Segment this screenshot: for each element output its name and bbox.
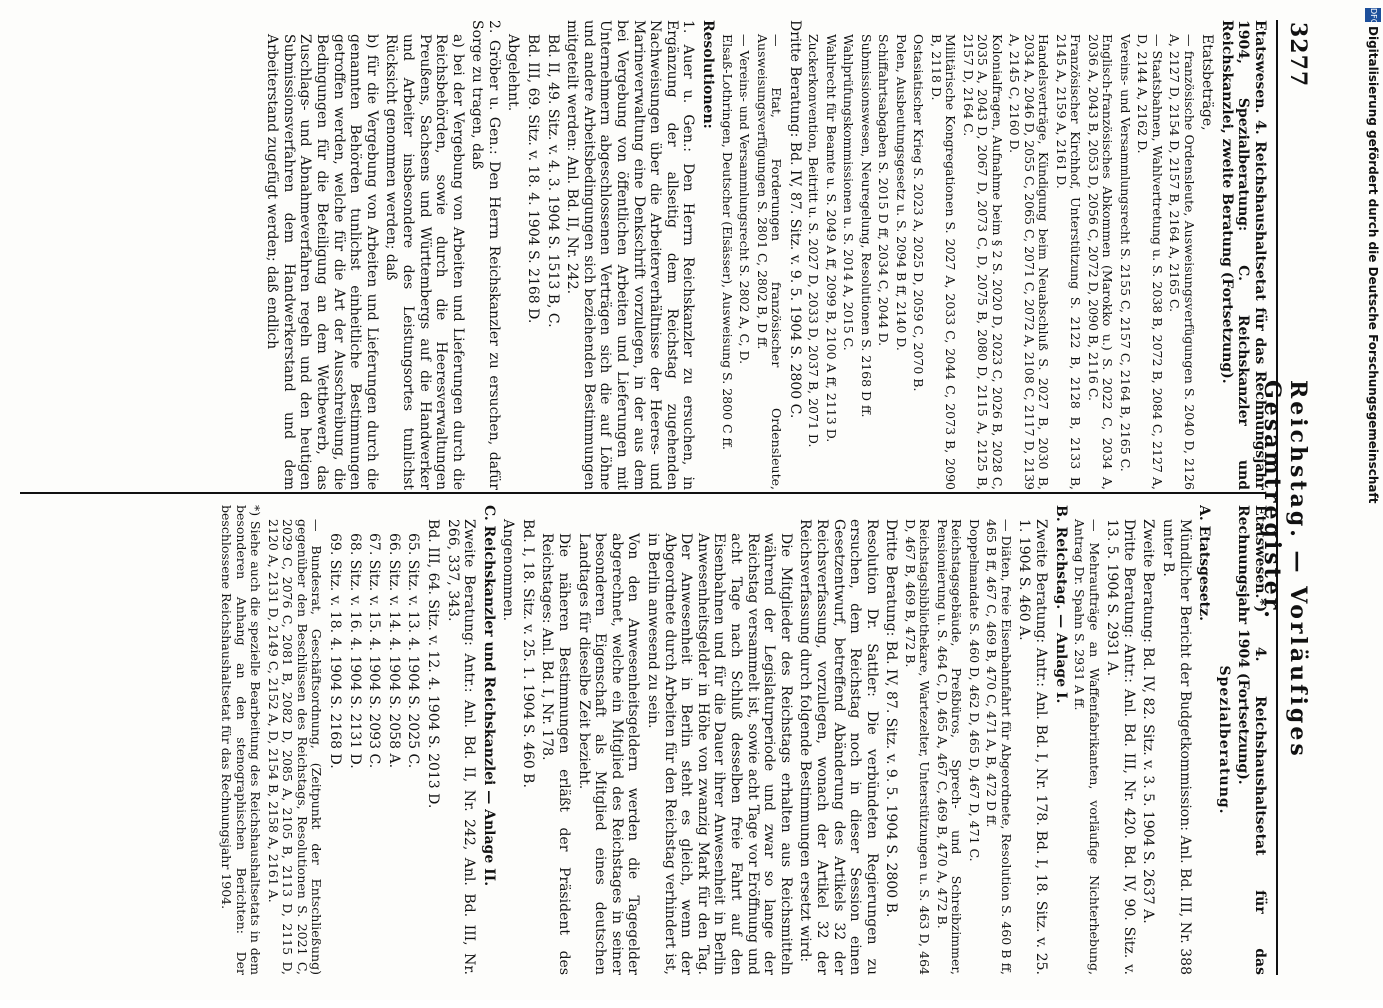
text-paragraph: Resolution Dr. Sattler: Die verbündeten Regierungen zu ersuchen, dem Reichstag noch in dieser Session einen Gesetzentwurf, betreffend Abänderung des Artikels 32 der Reichsverfassung, vorzulegen, wonach der Artikel 32 der Reichsverfassung durch folgende Bestimmungen ersetzt wird:	[797, 519, 880, 975]
text-paragraph: Polen, Ausbeutungsgesetz u. S. 2094 B ff, 2140 D.	[893, 34, 909, 351]
text-paragraph: Zweite Beratung: Bd. IV, 82. Sitz. v. 3. 5. 1904 S. 2637 A.	[1140, 519, 1157, 924]
text-paragraph: Doppelmandate S. 460 D, 462 D, 465 D, 467 D, 471 C.	[966, 519, 982, 862]
text-paragraph: — Mehraufträge an Waffenfabrikanten, vorläufige Nichterhebung, Antrag Dr. Spahn S. 2931 A ff.	[1072, 519, 1102, 975]
text-paragraph: Abgelehnt.	[505, 34, 522, 112]
dfg-credit	[1359, 8, 1383, 1008]
text-paragraph: 69. Sitz. v. 18. 4. 1904 S. 2168 D.	[326, 533, 343, 769]
text-paragraph: — französische Ordensleute, Ausweisungsverfügungen S. 2040 D, 2126 A, 2127 D, 2154 D, 2157 B, 2164 A, 2165 C.	[1167, 34, 1197, 490]
text-paragraph: Etatswesen. 4. Reichshaushaltsetat für das Rechnungsjahr 1904, Spezialberatung: C. Reichskanzler und Reichskanzlei, zweite Beratung (Fortsetzung).	[1218, 20, 1268, 490]
text-paragraph: — Etat, Forderungen französischer Ordensleute, Ausweisungsverfügungen S. 2801 C, 2802 B, D ff.	[754, 34, 785, 490]
left-column	[8, 20, 1268, 490]
dfg-credit-text: Digitalisierung gefördert durch die Deutsche Forschungsgemeinschaft	[1366, 26, 1380, 504]
text-paragraph: a) bei der Vergebung von Arbeiten und Lieferungen durch die Reichsbehörden, sowie durch die Heeresverwaltungen Preußens, Sachsens und Württembergs auf die Handwerker und Arbeiter insbesondere des Leistungsortes tunlichst Rücksicht genommen werden; daß	[383, 34, 466, 490]
text-paragraph: Bd. III, 69. Sitz. v. 18. 4. 1904 S. 2168 D.	[525, 34, 542, 324]
text-paragraph: Zweite Beratung: Antr.: Anl. Bd. I, Nr. 178. Bd. I, 18. Sitz. v. 25. 1. 1904 S. 460 A.	[1016, 519, 1050, 975]
text-paragraph: Dritte Beratung: Bd. IV, 87. Sitz. v. 9. 5. 1904 S. 2800 B.	[883, 519, 900, 918]
text-paragraph: Die Mitglieder des Reichstags erhalten aus Reichsmitteln während der Legislaturperiode und zwar so lange der Reichstag versammelt ist, sowie acht Tage vor Eröffnung und acht Tage nach Schluß desselben freie Fahrt auf den Eisenbahnen und für die Dauer ihrer Anwesenheit in Berlin Anwesenheitsgelder in Höhe von zwanzig Mark für den Tag. Der Anwesenheit in Berlin steht es gleich, wenn der Abgeordnete durch Arbeiten für den Reichstag verhindert ist, in Berlin anwesend zu sein.	[645, 533, 794, 975]
text-paragraph: Angenommen.	[500, 519, 517, 622]
text-paragraph: B. Reichstag. — Anlage I.	[1052, 505, 1069, 704]
text-paragraph: 66. Sitz. v. 14. 4. 1904 S. 2058 A.	[385, 533, 402, 769]
text-paragraph: 1. Auer u. Gen.: Den Herrn Reichskanzler zu ersuchen, in Ergänzung der allseitig dem Reichstag zugehenden Nachweisungen über die Arbeiterverhältnisse der Heeres- und Marineverwaltung eine Denkschrift vorzulegen, in der aus dem bei Vergebung von öffentlichen Arbeiten und Lieferungen mit Unternehmern abgeschlossenen Verträgen sich die auf Löhne und andere Arbeitsbedingungen sich beziehenden Bestimmungen mitgeteilt werden: Anl. Bd. II, Nr. 242.	[564, 20, 697, 490]
text-paragraph: Zweite Beratung: Antr.: Anl. Bd. II, Nr. 242, Anl. Bd. III, Nr. 266, 337, 343.	[444, 519, 478, 975]
text-paragraph: Zuckerkonvention, Beitritt u. S. 2027 D, 2033 D, 2037 B, 2071 D.	[806, 34, 822, 448]
text-paragraph: Bd. I, 18. Sitz. v. 25. 1. 1904 S. 460 B.	[519, 519, 536, 788]
text-paragraph: Französischer Kirchhof, Unterstützung S. 2122 B, 2128 B, 2133 B, 2145 A, 2159 A, 2161 D.	[1053, 34, 1084, 490]
text-paragraph: Etatswesen.*) 4. Reichshaushaltsetat für das Rechnungsjahr 1904 (Fortsetzung).	[1235, 505, 1268, 975]
text-paragraph: 2. Gröber u. Gen.: Den Herrn Reichskanzler zu ersuchen, dafür Sorge zu tragen, daß	[469, 20, 502, 490]
text-paragraph: A. Etatsgesetz.	[1196, 505, 1213, 621]
text-paragraph: Kolonialfragen, Aufnahme beim § 2 S. 2020 D, 2023 C, 2026 B, 2028 C, 2035 A, 2043 D, 2067 D, 2073 C, D, 2075 B, 2080 D, 2115 A, 2125 B, 2157 D, 2164 C.	[960, 34, 1005, 490]
text-paragraph: Schiffahrtsabgaben S. 2015 D ff, 2034 C, 2044 D.	[876, 34, 892, 347]
text-paragraph: Dritte Beratung: Antr.: Anl. Bd. III, Nr. 420. Bd. IV, 90. Sitz. v. 13. 5. 1904 S. 2931 A.	[1104, 519, 1137, 975]
text-paragraph: — Vereins- und Versammlungsrecht S. 2802 A, C, D.	[737, 34, 753, 365]
text-paragraph: Reichstagsgebäude, Preßbüros, Sprech- und Schreibzimmer, Pensionierung u. S. 464 C, D, 465 A, 467 C, 469 B, 470 A, 472 B.	[934, 519, 965, 975]
text-paragraph: Vereins- und Versammlungsrecht S. 2155 C, 2157 C, 2164 B, 2165 C.	[1117, 34, 1133, 472]
text-paragraph: 65. Sitz. v. 13. 4. 1904 S. 2025 C.	[405, 533, 422, 769]
page-number: 3277	[1285, 22, 1311, 88]
running-head: Reichstag. — Vorläufiges Gesamtregister.	[1259, 380, 1311, 759]
header-rule	[1276, 20, 1278, 975]
text-paragraph: Mündlicher Bericht der Budgetkommission: Anl. Bd. III, Nr. 388 unter B.	[1160, 519, 1193, 975]
text-paragraph: Reichstagsbibliothekare, Wartezelter, Unterstützungen u. S. 463 D, 464 D, 467 B, 469 B, 472 B.	[902, 519, 933, 975]
text-paragraph: Englisch-französisches Abkommen (Marokko u.) S. 2022 C, 2034 A, 2036 A, 2043 B, 2053 D, 2056 C, 2072 D, 2090 B, 2116 C.	[1085, 34, 1116, 490]
text-paragraph: 68. Sitz. v. 16. 4. 1904 S. 2131 D.	[346, 533, 363, 769]
text-paragraph: Bd. III, 64. Sitz. v. 12. 4. 1904 S. 2013 D.	[424, 519, 441, 809]
text-paragraph: C. Reichskanzler und Reichskanzlei — Anlage II.	[480, 505, 497, 887]
right-column	[8, 505, 1268, 975]
column-divider	[20, 492, 1265, 494]
text-paragraph: Die näheren Bestimmungen erläßt der Präsident des Reichstages: Anl. Bd. I, Nr. 178.	[539, 533, 573, 975]
text-paragraph: Wahlprüfungskommissionen u. S. 2014 A, 2015 C.	[841, 34, 857, 351]
text-paragraph: Submissionswesen, Neuregelung, Resolutionen S. 2168 D ff.	[858, 34, 874, 418]
text-paragraph: Militärische Kongregationen S. 2027 A, 2033 C, 2044 C, 2073 B, 2090 B, 2118 D.	[928, 34, 959, 490]
text-paragraph: — Diäten, freie Eisenbahnfahrt für Abgeordnete, Resolution S. 460 B ff, 465 B ff, 467 C, 469 B, 470 C, 471 A, B, 472 D ff.	[984, 519, 1014, 975]
text-paragraph: Bd. II, 49. Sitz. v. 4. 3. 1904 S. 1513 B, C.	[544, 34, 561, 328]
text-paragraph: Handelsverträge, Kündigung beim Neuabschluß S. 2027 B, 2030 B, 2034 A, 2046 D, 2055 C, 2065 C, 2071 C, 2072 A, 2108 C, 2117 D, 2139 A, 2145 C, 2160 D.	[1007, 34, 1052, 490]
text-paragraph: Wahlrecht für Beamte u. S. 2049 A ff, 2099 B, 2100 A ff, 2113 D.	[823, 34, 839, 443]
text-paragraph: 67. Sitz. v. 15. 4. 1904 S. 2093 C.	[366, 533, 383, 769]
text-paragraph: — Bundesrat, Geschäftsordnung, (Zeitpunkt der Entschließung) gegenüber den Beschlüssen des Reichstags, Resolutionen S. 2021 C, 2029 C, 2076 C, 2081 B, 2082 D, 2085 A, 2105 B, 2113 D, 2115 D, 2120 A, 2131 D, 2149 C, 2152 A, D, 2154 B, 2158 A, 2161 A.	[265, 519, 325, 975]
dfg-logo-icon: DFG	[1365, 8, 1381, 22]
text-paragraph: — Staatsbahnen, Wahlvertretung u. S. 2038 B, 2072 B, 2084 C, 2127 A, D, 2144 A, 2162 D.	[1135, 34, 1165, 490]
text-paragraph: Dritte Beratung: Bd. IV, 87. Sitz. v. 9. 5. 1904 S. 2800 C.	[786, 20, 803, 419]
text-paragraph: Ostasiatischer Krieg S. 2023 A, 2025 D, 2059 C, 2070 B.	[911, 34, 927, 392]
text-paragraph: Resolutionen:	[700, 20, 717, 129]
text-paragraph: *) Siehe auch die spezielle Bearbeitung des Reichshaushaltsetats in dem besonderen Anhang an den stenographischen Berichten: Der beschlossene Reichshaushaltsetat für das Rechnungsjahr 1904.	[219, 505, 264, 975]
text-paragraph: Spezialberatung.	[1215, 665, 1232, 815]
text-paragraph: Von den Anwesenheitsgeldern werden die Tagegelder abgerechnet, welche ein Mitglied des Reichstages in seiner besonderen Eigenschaft als Mitglied eines deutschen Landtages für dieselbe Zeit bezieht.	[575, 533, 642, 975]
text-paragraph: Etatsbeträge,	[1199, 34, 1216, 131]
text-paragraph: Elsaß-Lothringen, Deutscher (Elsässer), Ausweisung S. 2800 C ff.	[719, 34, 735, 450]
text-paragraph: b) für die Vergebung von Arbeiten und Lieferungen durch die genannten Behörden tunlichst einheitliche Bestimmungen getroffen werden, welche für die Art der Ausschreibung, die Bedingungen für die Beteiligung an dem Wettbewerb, das Zuschlags- und Abnahmeverfahren regeln und den heutigen Submissionsverfahren dem Handwerkerstand und dem Arbeiterstand zugefügt werden; daß endlich	[264, 34, 380, 490]
